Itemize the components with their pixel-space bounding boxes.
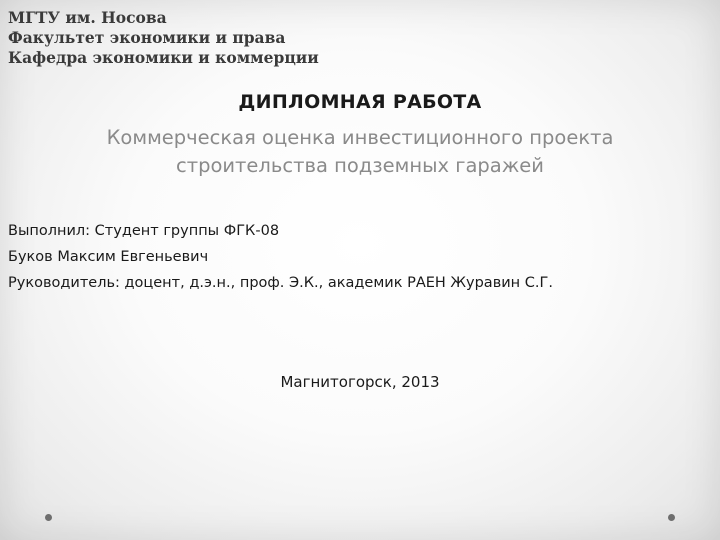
supervisor: Руководитель: доцент, д.э.н., проф. Э.К., академик РАЕН Журавин С.Г. <box>8 275 553 291</box>
author-name: Буков Максим Евгеньевич <box>8 249 209 265</box>
author-info <box>8 218 553 296</box>
decorative-dot-right <box>668 514 675 521</box>
city-year: Магнитогорск, 2013 <box>280 373 440 391</box>
document-title: ДИПЛОМНАЯ РАБОТА <box>238 91 482 113</box>
author-group: Выполнил: Студент группы ФГК-08 <box>8 223 280 239</box>
university-name: МГТУ им. Носова <box>8 8 167 27</box>
department-name: Кафедра экономики и коммерции <box>8 48 319 67</box>
thesis-topic-line-2: строительства подземных гаражей <box>176 154 544 177</box>
thesis-topic <box>0 124 720 180</box>
decorative-dot-left <box>45 514 52 521</box>
thesis-topic-line-1: Коммерческая оценка инвестиционного проекта <box>106 126 614 149</box>
faculty-name: Факультет экономики и права <box>8 28 286 47</box>
institution-header <box>8 8 319 68</box>
